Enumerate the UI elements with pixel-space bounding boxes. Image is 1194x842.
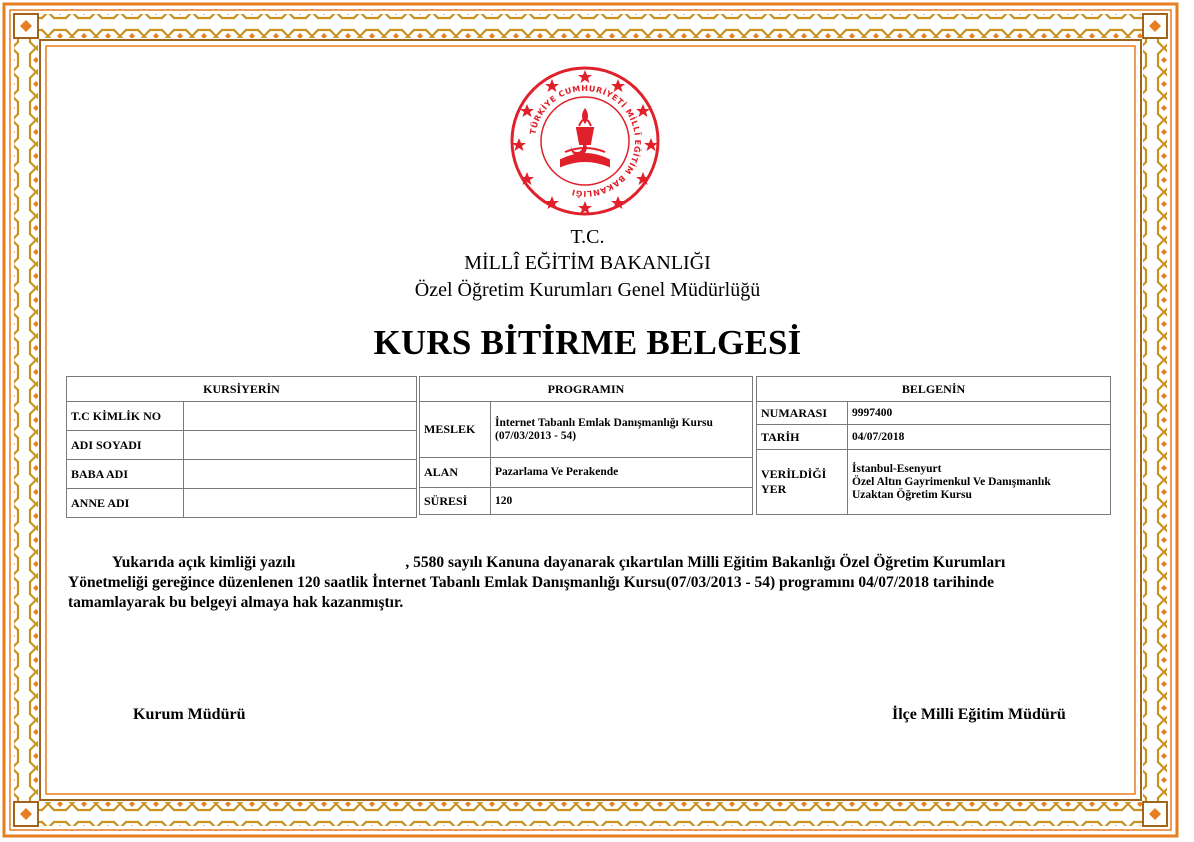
table-row bbox=[420, 458, 753, 488]
name-label: ADI SOYADI bbox=[67, 431, 184, 460]
issued-place-label: VERİLDİĞİ YER bbox=[757, 450, 848, 515]
svg-text:TÜRKİYE CUMHURİYETİ MİLLÎ EĞİT: TÜRKİYE CUMHURİYETİ MİLLÎ EĞİTİM BAKANLIĞI bbox=[528, 83, 643, 199]
date-value: 04/07/2018 bbox=[848, 425, 1111, 450]
duration-label: SÜRESİ bbox=[420, 488, 491, 515]
name-value bbox=[184, 431, 417, 460]
certificate-statement bbox=[68, 553, 1078, 613]
issued-place-line: Uzaktan Öğretim Kursu bbox=[852, 488, 972, 501]
mother-value bbox=[184, 489, 417, 518]
program-table bbox=[419, 376, 753, 515]
table-row bbox=[420, 402, 753, 458]
header-tc: T.C. bbox=[570, 226, 605, 248]
issued-place-value bbox=[848, 450, 1111, 515]
table-row bbox=[67, 489, 417, 518]
duration-value: 120 bbox=[491, 488, 753, 515]
table-row bbox=[67, 460, 417, 489]
tc-value bbox=[184, 402, 417, 431]
statement-part-1: Yukarıda açık kimliği yazılı bbox=[112, 554, 296, 571]
table-row bbox=[67, 402, 417, 431]
table-row bbox=[757, 402, 1111, 425]
mother-label: ANNE ADI bbox=[67, 489, 184, 518]
profession-label: MESLEK bbox=[420, 402, 491, 458]
issued-place-line: İstanbul-Esenyurt bbox=[852, 462, 942, 475]
father-label: BABA ADI bbox=[67, 460, 184, 489]
certificate-table bbox=[756, 376, 1111, 515]
profession-value: İnternet Tabanlı Emlak Danışmanlığı Kursu (07/03/2013 - 54) bbox=[491, 402, 753, 458]
header-directorate: Özel Öğretim Kurumları Genel Müdürlüğü bbox=[414, 279, 761, 301]
program-heading: PROGRAMIN bbox=[420, 377, 753, 402]
table-row bbox=[757, 425, 1111, 450]
statement-part-2: , 5580 sayılı Kanuna dayanarak çıkartılan Milli Eğitim Bakanlığı Özel Öğretim Kurumları Yönetmeliği gereğince düzenlenen 120 saatlik İnternet Tabanlı Emlak Danışmanlığı Kursu(07/03/2013 - 54) programını 04/07/2018 tarihinde tamamlayarak bu belgeyi almaya hak kazanmıştır. bbox=[68, 554, 1006, 611]
issued-place-line: Özel Altın Gayrimenkul Ve Danışmanlık bbox=[852, 475, 1051, 488]
number-label: NUMARASI bbox=[757, 402, 848, 425]
table-row bbox=[67, 431, 417, 460]
date-label: TARİH bbox=[757, 425, 848, 450]
ministry-seal-icon bbox=[509, 66, 661, 216]
number-value: 9997400 bbox=[848, 402, 1111, 425]
table-row bbox=[420, 488, 753, 515]
table-row bbox=[757, 450, 1111, 515]
father-value bbox=[184, 460, 417, 489]
certificate-title: KURS BİTİRME BELGESİ bbox=[373, 323, 802, 362]
certificate-heading: BELGENİN bbox=[757, 377, 1111, 402]
field-value: Pazarlama Ve Perakende bbox=[491, 458, 753, 488]
trainee-heading: KURSİYERİN bbox=[67, 377, 417, 402]
header-ministry: MİLLÎ EĞİTİM BAKANLIĞI bbox=[464, 252, 711, 274]
signature-institution-director: Kurum Müdürü bbox=[133, 706, 246, 723]
tc-label: T.C KİMLİK NO bbox=[67, 402, 184, 431]
trainee-table bbox=[66, 376, 417, 518]
field-label: ALAN bbox=[420, 458, 491, 488]
signature-district-director: İlçe Milli Eğitim Müdürü bbox=[892, 706, 1066, 723]
